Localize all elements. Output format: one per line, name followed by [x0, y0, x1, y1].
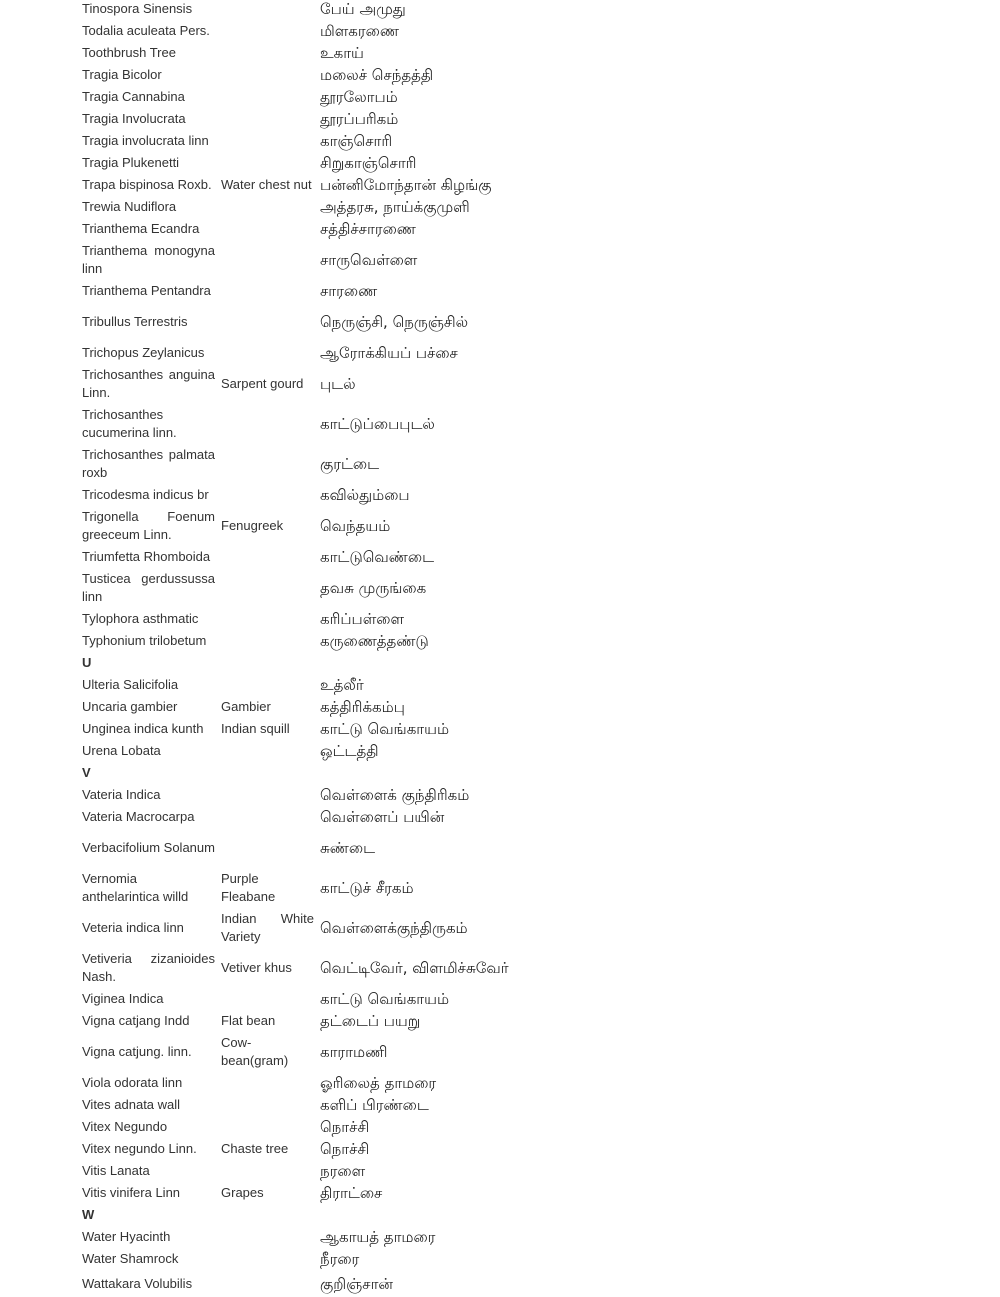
english-name-cell [218, 342, 317, 364]
english-name-cell [218, 784, 317, 806]
botanical-name-cell: Trianthema monogyna linn [82, 243, 215, 276]
botanical-name-cell: Veteria indica linn [82, 920, 184, 935]
english-name-cell [218, 404, 317, 444]
english-name-cell [218, 0, 317, 20]
table-row [79, 868, 523, 908]
english-name-cell [218, 218, 317, 240]
tamil-name-cell: நீரரை [320, 1250, 360, 1268]
table-row [79, 196, 523, 218]
english-name-cell [218, 988, 317, 1010]
tamil-name-cell [317, 1204, 523, 1226]
botanical-name-cell: Trapa bispinosa Roxb. [82, 177, 212, 192]
english-name-cell [218, 630, 317, 652]
tamil-name-cell: நரளை [320, 1162, 366, 1180]
table-row [79, 828, 523, 868]
botanical-name-cell: Water Shamrock [82, 1251, 179, 1266]
english-name-cell [218, 1226, 317, 1248]
table-row [79, 1248, 523, 1270]
table-body [79, 0, 523, 1297]
section-letter: V [82, 765, 91, 780]
english-name-cell [218, 108, 317, 130]
tamil-name-cell: காஞ்சொரி [320, 132, 393, 150]
english-name-cell: Flat bean [221, 1013, 276, 1028]
table-row [79, 630, 523, 652]
table-row [79, 784, 523, 806]
table-row [79, 1032, 523, 1072]
tamil-name-cell: காராமணி [320, 1043, 388, 1061]
tamil-name-cell: வெள்ளைக் குந்திரிகம் [320, 786, 470, 804]
english-name-cell: Gambier [221, 699, 271, 714]
tamil-name-cell: சாருவெள்ளை [320, 251, 418, 269]
botanical-name-cell: Vitex negundo Linn. [82, 1141, 197, 1156]
english-name-cell [218, 568, 317, 608]
english-name-cell [218, 740, 317, 762]
table-row [79, 302, 523, 342]
plant-names-table [79, 0, 523, 1297]
botanical-name-cell: Tragia involucrata linn [82, 133, 209, 148]
english-name-cell [218, 302, 317, 342]
tamil-name-cell: ஓரிலைத் தாமரை [320, 1074, 437, 1092]
tamil-name-cell: ஆரோக்கியப் பச்சை [320, 344, 458, 362]
table-row [79, 1072, 523, 1094]
tamil-name-cell: குரட்டை [320, 455, 380, 473]
table-row [79, 64, 523, 86]
tamil-name-cell: காட்டுச் சீரகம் [320, 879, 414, 897]
botanical-name-cell: Trichosanthes anguina Linn. [82, 367, 215, 400]
tamil-name-cell: அத்தரசு, நாய்க்குமுளி [320, 198, 470, 216]
english-name-cell [218, 1204, 317, 1226]
tamil-name-cell: தூரலோபம் [320, 88, 398, 106]
botanical-name-cell: Trianthema Ecandra [82, 221, 200, 236]
english-name-cell: Sarpent gourd [221, 376, 304, 391]
tamil-name-cell: தவசு முருங்கை [320, 579, 427, 597]
tamil-name-cell: உகாய் [320, 44, 364, 62]
tamil-name-cell: காட்டு வெங்காயம் [320, 990, 450, 1008]
english-name-cell [218, 674, 317, 696]
tamil-name-cell [317, 762, 523, 784]
tamil-name-cell: நொச்சி [320, 1140, 370, 1158]
botanical-name-cell: Tylophora asthmatic [82, 611, 199, 626]
english-name-cell [218, 1116, 317, 1138]
table-row [79, 484, 523, 506]
tamil-name-cell: நொச்சி [320, 1118, 370, 1136]
table-row [79, 696, 523, 718]
tamil-name-cell: சத்திச்சாரணை [320, 220, 416, 238]
tamil-name-cell: வெந்தயம் [320, 517, 391, 535]
table-row [79, 546, 523, 568]
table-row [79, 218, 523, 240]
botanical-name-cell: Viola odorata linn [82, 1075, 183, 1090]
botanical-name-cell: Trigonella Foenum greeceum Linn. [82, 509, 215, 542]
botanical-name-cell: Tragia Cannabina [82, 89, 185, 104]
english-name-cell [218, 152, 317, 174]
tamil-name-cell: கவில்தும்பை [320, 486, 410, 504]
botanical-name-cell: Trichosanthes palmata roxb [82, 447, 215, 480]
tamil-name-cell: கத்திரிக்கம்பு [320, 698, 405, 716]
botanical-name-cell: Vernomia anthelarintica willd [82, 871, 189, 904]
botanical-name-cell: Tricodesma indicus br [82, 487, 209, 502]
table-row [79, 988, 523, 1010]
botanical-name-cell: Tinospora Sinensis [82, 1, 193, 16]
table-row [79, 1226, 523, 1248]
table-row [79, 1160, 523, 1182]
botanical-name-cell: Verbacifolium Solanum [82, 840, 215, 855]
english-name-cell: Cow-bean(gram) [221, 1035, 289, 1068]
english-name-cell [218, 64, 317, 86]
table-row [79, 174, 523, 196]
botanical-name-cell: Viginea Indica [82, 991, 164, 1006]
english-name-cell: Chaste tree [221, 1141, 289, 1156]
table-row [79, 108, 523, 130]
english-name-cell: Grapes [221, 1185, 264, 1200]
table-row [79, 740, 523, 762]
botanical-name-cell: Unginea indica kunth [82, 721, 204, 736]
english-name-cell: Indian squill [221, 721, 290, 736]
botanical-name-cell: Tusticea gerdussussa linn [82, 571, 215, 604]
english-name-cell: Fenugreek [221, 518, 284, 533]
table-row [79, 1182, 523, 1204]
table-row [79, 674, 523, 696]
tamil-name-cell: ஒட்டத்தி [320, 742, 379, 760]
botanical-name-cell: Wattakara Volubilis [82, 1275, 193, 1291]
botanical-name-cell: Trianthema Pentandra [82, 283, 211, 298]
english-name-cell: Indian White Variety [221, 911, 314, 944]
tamil-name-cell: கரிப்பள்ளை [320, 610, 404, 628]
section-letter-row [79, 1204, 523, 1226]
table-row [79, 342, 523, 364]
english-name-cell [218, 1094, 317, 1116]
section-letter: U [82, 655, 92, 670]
table-row [79, 240, 523, 280]
table-row [79, 0, 523, 20]
botanical-name-cell: Tragia Bicolor [82, 67, 162, 82]
english-name-cell [218, 444, 317, 484]
english-name-cell [218, 546, 317, 568]
table-row [79, 42, 523, 64]
english-name-cell [218, 1248, 317, 1270]
botanical-name-cell: Tribullus Terrestris [82, 314, 188, 329]
botanical-name-cell: Water Hyacinth [82, 1229, 171, 1244]
tamil-name-cell: கருணைத்தண்டு [320, 632, 429, 650]
botanical-name-cell: Todalia aculeata Pers. [82, 23, 210, 38]
botanical-name-cell: Tragia Involucrata [82, 111, 186, 126]
table-row [79, 20, 523, 42]
botanical-name-cell: Urena Lobata [82, 743, 161, 758]
botanical-name-cell: Vitis vinifera Linn [82, 1185, 181, 1200]
botanical-name-cell: Trichopus Zeylanicus [82, 345, 205, 360]
tamil-name-cell: காட்டுப்பைபுடல் [320, 415, 435, 433]
botanical-name-cell: Vateria Indica [82, 787, 161, 802]
tamil-name-cell [317, 652, 523, 674]
botanical-name-cell: Tragia Plukenetti [82, 155, 180, 170]
english-name-cell [218, 42, 317, 64]
english-name-cell [218, 608, 317, 630]
tamil-name-cell: குறிஞ்சான் [320, 1274, 393, 1293]
table-row [79, 948, 523, 988]
english-name-cell [218, 762, 317, 784]
table-row [79, 130, 523, 152]
botanical-name-cell: Triumfetta Rhomboida [82, 549, 211, 564]
english-name-cell [218, 1270, 317, 1297]
tamil-name-cell: சாரணை [320, 282, 378, 300]
english-name-cell: Water chest nut [221, 177, 312, 192]
english-name-cell [218, 806, 317, 828]
english-name-cell: Purple Fleabane [221, 871, 276, 904]
tamil-name-cell: பன்னிமோந்தான் கிழங்கு [320, 176, 492, 194]
botanical-name-cell: Trichosanthes cucumerina linn. [82, 407, 177, 440]
table-row [79, 1138, 523, 1160]
english-name-cell [218, 280, 317, 302]
tamil-name-cell: மலைச் செந்தத்தி [320, 66, 434, 84]
tamil-name-cell: நெருஞ்சி, நெருஞ்சில் [320, 313, 469, 331]
english-name-cell [218, 240, 317, 280]
english-name-cell [218, 1160, 317, 1182]
tamil-name-cell: சுண்டை [320, 839, 376, 857]
table-row [79, 1270, 523, 1297]
tamil-name-cell: காட்டு வெங்காயம் [320, 720, 450, 738]
english-name-cell [218, 828, 317, 868]
table-row [79, 506, 523, 546]
table-row [79, 718, 523, 740]
tamil-name-cell: திராட்சை [320, 1184, 383, 1202]
english-name-cell [218, 196, 317, 218]
tamil-name-cell: வெள்ளைப் பயின் [320, 808, 445, 826]
section-letter-row [79, 652, 523, 674]
tamil-name-cell: தட்டைப் பயறு [320, 1012, 421, 1030]
table-row [79, 1094, 523, 1116]
table-row [79, 1116, 523, 1138]
botanical-name-cell: Trewia Nudiflora [82, 199, 177, 214]
botanical-name-cell: Vitis Lanata [82, 1163, 150, 1178]
table-row [79, 86, 523, 108]
english-name-cell [218, 652, 317, 674]
english-name-cell [218, 130, 317, 152]
botanical-name-cell: Toothbrush Tree [82, 45, 176, 60]
section-letter: W [82, 1207, 95, 1222]
botanical-name-cell: Typhonium trilobetum [82, 633, 207, 648]
tamil-name-cell: சிறுகாஞ்சொரி [320, 154, 417, 172]
tamil-name-cell: உத்லீர் [320, 676, 364, 694]
english-name-cell [218, 20, 317, 42]
tamil-name-cell: வெட்டிவேர், விளமிச்சுவேர் [320, 959, 509, 977]
english-name-cell [218, 86, 317, 108]
table-row [79, 608, 523, 630]
table-row [79, 152, 523, 174]
table-row [79, 1010, 523, 1032]
table-row [79, 280, 523, 302]
botanical-name-cell: Vigna catjung. linn. [82, 1044, 192, 1059]
table-row [79, 568, 523, 608]
tamil-name-cell: மிளகரணை [320, 22, 399, 40]
tamil-name-cell: புடல் [320, 375, 356, 393]
section-letter-row [79, 762, 523, 784]
tamil-name-cell: ஆகாயத் தாமரை [320, 1228, 436, 1246]
botanical-name-cell: Vetiveria zizanioides Nash. [82, 951, 215, 984]
botanical-name-cell: Vitex Negundo [82, 1119, 168, 1134]
table-row [79, 404, 523, 444]
botanical-name-cell: Vigna catjang Indd [82, 1013, 190, 1028]
botanical-name-cell: Ulteria Salicifolia [82, 677, 179, 692]
tamil-name-cell: களிப் பிரண்டை [320, 1096, 429, 1114]
botanical-name-cell: Uncaria gambier [82, 699, 178, 714]
english-name-cell: Vetiver khus [221, 960, 292, 975]
table-row [79, 806, 523, 828]
tamil-name-cell: பேய் அமுது [320, 0, 406, 18]
tamil-name-cell: வெள்ளைக்குந்திருகம் [320, 919, 468, 937]
table-row [79, 444, 523, 484]
table-row [79, 364, 523, 404]
botanical-name-cell: Vites adnata wall [82, 1097, 181, 1112]
english-name-cell [218, 484, 317, 506]
table-row [79, 908, 523, 948]
tamil-name-cell: தூரப்பரிகம் [320, 110, 399, 128]
english-name-cell [218, 1072, 317, 1094]
botanical-name-cell: Vateria Macrocarpa [82, 809, 195, 824]
tamil-name-cell: காட்டுவெண்டை [320, 548, 435, 566]
